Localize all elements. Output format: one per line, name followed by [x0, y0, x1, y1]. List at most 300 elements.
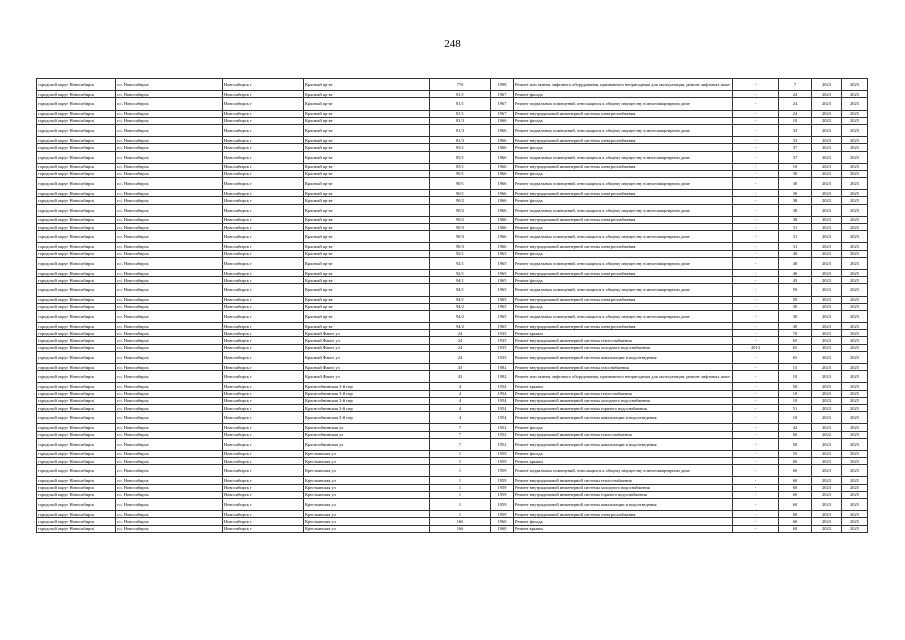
start-year-cell: 2023: [812, 371, 842, 383]
street-cell: Крестьянская ул: [304, 465, 430, 477]
street-cell: Красный пр-кт: [304, 303, 430, 310]
house-cell: 24: [430, 351, 491, 363]
settlement-cell: г.о. Новосибирск: [116, 216, 223, 223]
last-repair-cell: -: [733, 390, 779, 397]
city-cell: Новосибирск г: [223, 438, 304, 450]
work-type-cell: Ремонт внутридомовой инженерной системы теплоснабжения: [514, 390, 733, 397]
table-row: [37, 344, 868, 351]
work-type-cell: Ремонт внутридомовой инженерной системы электроснабжения: [514, 216, 733, 223]
street-cell: Красный пр-кт: [304, 310, 430, 322]
house-cell: 85/1: [430, 144, 491, 151]
house-cell: 1: [430, 458, 491, 465]
work-type-cell: Ремонт внутридомовой инженерной системы канализации и водоотведения: [514, 412, 733, 424]
city-cell: Новосибирск г: [223, 383, 304, 390]
last-repair-cell: -: [733, 477, 779, 484]
settlement-cell: г.о. Новосибирск: [116, 296, 223, 303]
start-year-cell: 2023: [812, 344, 842, 351]
house-cell: 7: [430, 424, 491, 431]
wear-cell: 50: [779, 438, 812, 450]
last-repair-cell: -: [733, 351, 779, 363]
municipality-cell: городской округ Новосибирск: [37, 79, 116, 91]
city-cell: Новосибирск г: [223, 364, 304, 371]
settlement-cell: г.о. Новосибирск: [116, 197, 223, 204]
last-repair-cell: -: [733, 79, 779, 91]
year-cell: 1960: [491, 525, 514, 532]
work-type-cell: Ремонт подвальных помещений, относящихся к общему имуществу в многоквартирном доме: [514, 465, 733, 477]
start-year-cell: 2023: [812, 364, 842, 371]
wear-cell: 10: [779, 390, 812, 397]
table-row: [37, 163, 868, 170]
end-year-cell: 2025: [842, 91, 868, 98]
end-year-cell: 2025: [842, 351, 868, 363]
municipality-cell: городской округ Новосибирск: [37, 491, 116, 498]
start-year-cell: 2023: [812, 323, 842, 330]
end-year-cell: 2025: [842, 330, 868, 337]
work-type-cell: Ремонт внутридомовой инженерной системы холодного водоснабжения: [514, 484, 733, 491]
city-cell: Новосибирск г: [223, 204, 304, 216]
work-type-cell: Ремонт подвальных помещений, относящихся к общему имуществу в многоквартирном доме: [514, 257, 733, 269]
house-cell: 24: [430, 337, 491, 344]
wear-cell: 38: [779, 204, 812, 216]
wear-cell: 7: [779, 79, 812, 91]
settlement-cell: г.о. Новосибирск: [116, 284, 223, 296]
municipality-cell: городской округ Новосибирск: [37, 525, 116, 532]
city-cell: Новосибирск г: [223, 344, 304, 351]
year-cell: 1959: [491, 499, 514, 511]
year-cell: 1965: [491, 269, 514, 276]
end-year-cell: 2025: [842, 491, 868, 498]
year-cell: 1966: [491, 170, 514, 177]
start-year-cell: 2023: [812, 216, 842, 223]
city-cell: Новосибирск г: [223, 79, 304, 91]
wear-cell: 50: [779, 296, 812, 303]
settlement-cell: г.о. Новосибирск: [116, 163, 223, 170]
work-type-cell: Ремонт внутридомовой инженерной системы холодного водоснабжения: [514, 397, 733, 404]
street-cell: Красный Факел ул: [304, 344, 430, 351]
city-cell: Новосибирск г: [223, 250, 304, 257]
settlement-cell: г.о. Новосибирск: [116, 383, 223, 390]
table-row: [37, 257, 868, 269]
settlement-cell: г.о. Новосибирск: [116, 98, 223, 110]
settlement-cell: г.о. Новосибирск: [116, 303, 223, 310]
house-cell: 81/1: [430, 110, 491, 117]
wear-cell: 60: [779, 518, 812, 525]
wear-cell: 65: [779, 351, 812, 363]
wear-cell: 60: [779, 491, 812, 498]
municipality-cell: городской округ Новосибирск: [37, 323, 116, 330]
year-cell: 1959: [491, 450, 514, 457]
end-year-cell: 2025: [842, 98, 868, 110]
city-cell: Новосибирск г: [223, 151, 304, 163]
house-cell: 90/3: [430, 231, 491, 243]
city-cell: Новосибирск г: [223, 110, 304, 117]
house-cell: 1: [430, 477, 491, 484]
start-year-cell: 2023: [812, 518, 842, 525]
municipality-cell: городской округ Новосибирск: [37, 351, 116, 363]
municipality-cell: городской округ Новосибирск: [37, 438, 116, 450]
city-cell: Новосибирск г: [223, 296, 304, 303]
year-cell: 1967: [491, 91, 514, 98]
last-repair-cell: -: [733, 412, 779, 424]
work-type-cell: Ремонт внутридомовой инженерной системы электроснабжения: [514, 243, 733, 250]
end-year-cell: 2025: [842, 383, 868, 390]
settlement-cell: г.о. Новосибирск: [116, 310, 223, 322]
street-cell: Красный пр-кт: [304, 110, 430, 117]
municipality-cell: городской округ Новосибирск: [37, 224, 116, 231]
settlement-cell: г.о. Новосибирск: [116, 465, 223, 477]
work-type-cell: Ремонт или замена лифтового оборудования, признанного непригодным для эксплуатации, ремонт лифтовых шахт: [514, 79, 733, 91]
settlement-cell: г.о. Новосибирск: [116, 79, 223, 91]
last-repair-cell: -: [733, 303, 779, 310]
last-repair-cell: -: [733, 163, 779, 170]
last-repair-cell: -: [733, 124, 779, 136]
work-type-cell: Ремонт подвальных помещений, относящихся к общему имуществу в многоквартирном доме: [514, 124, 733, 136]
house-cell: 4: [430, 397, 491, 404]
last-repair-cell: -: [733, 231, 779, 243]
wear-cell: 45: [779, 277, 812, 284]
house-cell: 81/1: [430, 91, 491, 98]
year-cell: 1965: [491, 284, 514, 296]
wear-cell: 38: [779, 197, 812, 204]
city-cell: Новосибирск г: [223, 491, 304, 498]
settlement-cell: г.о. Новосибирск: [116, 110, 223, 117]
city-cell: Новосибирск г: [223, 323, 304, 330]
end-year-cell: 2025: [842, 424, 868, 431]
end-year-cell: 2025: [842, 277, 868, 284]
year-cell: 1952: [491, 438, 514, 450]
work-type-cell: Ремонт внутридомовой инженерной системы электроснабжения: [514, 296, 733, 303]
end-year-cell: 2025: [842, 170, 868, 177]
settlement-cell: г.о. Новосибирск: [116, 404, 223, 411]
year-cell: 1967: [491, 98, 514, 110]
street-cell: Красный пр-кт: [304, 257, 430, 269]
year-cell: 1935: [491, 344, 514, 351]
street-cell: Краснообнинская 3-й пер: [304, 397, 430, 404]
municipality-cell: городской округ Новосибирск: [37, 337, 116, 344]
house-cell: 7: [430, 431, 491, 438]
start-year-cell: 2023: [812, 231, 842, 243]
table-row: [37, 178, 868, 190]
table-row: [37, 424, 868, 431]
start-year-cell: 2023: [812, 190, 842, 197]
year-cell: 1966: [491, 197, 514, 204]
street-cell: Красный пр-кт: [304, 163, 430, 170]
city-cell: Новосибирск г: [223, 424, 304, 431]
end-year-cell: 2025: [842, 525, 868, 532]
start-year-cell: 2023: [812, 151, 842, 163]
table-row: [37, 371, 868, 383]
end-year-cell: 2025: [842, 323, 868, 330]
end-year-cell: 2025: [842, 364, 868, 371]
house-cell: 4: [430, 383, 491, 390]
table-row: [37, 204, 868, 216]
last-repair-cell: -: [733, 277, 779, 284]
start-year-cell: 2023: [812, 351, 842, 363]
work-type-cell: Ремонт внутридомовой инженерной системы газоснабжения: [514, 364, 733, 371]
house-cell: 92/1: [430, 269, 491, 276]
end-year-cell: 2025: [842, 412, 868, 424]
city-cell: Новосибирск г: [223, 303, 304, 310]
wear-cell: 15: [779, 364, 812, 371]
settlement-cell: г.о. Новосибирск: [116, 277, 223, 284]
table-row: [37, 458, 868, 465]
wear-cell: 30: [779, 190, 812, 197]
year-cell: 1954: [491, 383, 514, 390]
settlement-cell: г.о. Новосибирск: [116, 250, 223, 257]
table-row: [37, 117, 868, 124]
street-cell: Красный пр-кт: [304, 98, 430, 110]
street-cell: Красный Факел ул: [304, 330, 430, 337]
year-cell: 1954: [491, 397, 514, 404]
year-cell: 1954: [491, 404, 514, 411]
wear-cell: 60: [779, 431, 812, 438]
work-type-cell: Ремонт внутридомовой инженерной системы электроснабжения: [514, 110, 733, 117]
city-cell: Новосибирск г: [223, 458, 304, 465]
municipality-cell: городской округ Новосибирск: [37, 303, 116, 310]
city-cell: Новосибирск г: [223, 178, 304, 190]
municipality-cell: городской округ Новосибирск: [37, 124, 116, 136]
street-cell: Красный пр-кт: [304, 204, 430, 216]
settlement-cell: г.о. Новосибирск: [116, 269, 223, 276]
year-cell: 1959: [491, 511, 514, 518]
city-cell: Новосибирск г: [223, 484, 304, 491]
start-year-cell: 2023: [812, 465, 842, 477]
last-repair-cell: -: [733, 250, 779, 257]
municipality-cell: городской округ Новосибирск: [37, 364, 116, 371]
work-type-cell: Ремонт фасада: [514, 91, 733, 98]
last-repair-cell: -: [733, 144, 779, 151]
street-cell: Краснообнинская ул: [304, 438, 430, 450]
end-year-cell: 2025: [842, 337, 868, 344]
wear-cell: 51: [779, 404, 812, 411]
municipality-cell: городской округ Новосибирск: [37, 137, 116, 144]
end-year-cell: 2025: [842, 397, 868, 404]
table-row: [37, 337, 868, 344]
last-repair-cell: -: [733, 98, 779, 110]
end-year-cell: 2025: [842, 216, 868, 223]
capital-repair-table: [36, 78, 868, 533]
municipality-cell: городской округ Новосибирск: [37, 204, 116, 216]
end-year-cell: 2025: [842, 458, 868, 465]
street-cell: Красный пр-кт: [304, 151, 430, 163]
municipality-cell: городской округ Новосибирск: [37, 431, 116, 438]
street-cell: Крестьянская ул: [304, 484, 430, 491]
wear-cell: 50: [779, 383, 812, 390]
start-year-cell: 2023: [812, 250, 842, 257]
wear-cell: 60: [779, 465, 812, 477]
city-cell: Новосибирск г: [223, 117, 304, 124]
last-repair-cell: -: [733, 511, 779, 518]
wear-cell: 30: [779, 170, 812, 177]
street-cell: Красный пр-кт: [304, 243, 430, 250]
city-cell: Новосибирск г: [223, 310, 304, 322]
wear-cell: 42: [779, 424, 812, 431]
end-year-cell: 2025: [842, 371, 868, 383]
start-year-cell: 2023: [812, 390, 842, 397]
year-cell: 1966: [491, 137, 514, 144]
street-cell: Краснообнинская ул: [304, 431, 430, 438]
wear-cell: 24: [779, 110, 812, 117]
end-year-cell: 2025: [842, 344, 868, 351]
city-cell: Новосибирск г: [223, 499, 304, 511]
end-year-cell: 2025: [842, 137, 868, 144]
table-row: [37, 79, 868, 91]
wear-cell: 38: [779, 216, 812, 223]
end-year-cell: 2025: [842, 79, 868, 91]
last-repair-cell: -: [733, 296, 779, 303]
table-row: [37, 144, 868, 151]
street-cell: Красный пр-кт: [304, 277, 430, 284]
year-cell: 1965: [491, 303, 514, 310]
municipality-cell: городской округ Новосибирск: [37, 397, 116, 404]
street-cell: Краснообнинская 3-й пер: [304, 412, 430, 424]
wear-cell: 31: [779, 224, 812, 231]
settlement-cell: г.о. Новосибирск: [116, 344, 223, 351]
house-cell: 1: [430, 491, 491, 498]
work-type-cell: Ремонт внутридомовой инженерной системы теплоснабжения: [514, 477, 733, 484]
table-row: [37, 484, 868, 491]
house-cell: 92/1: [430, 257, 491, 269]
year-cell: 1966: [491, 144, 514, 151]
last-repair-cell: -: [733, 170, 779, 177]
wear-cell: 60: [779, 484, 812, 491]
settlement-cell: г.о. Новосибирск: [116, 431, 223, 438]
work-type-cell: Ремонт внутридомовой инженерной системы канализации и водоотведения: [514, 499, 733, 511]
year-cell: 1966: [491, 151, 514, 163]
settlement-cell: г.о. Новосибирск: [116, 424, 223, 431]
city-cell: Новосибирск г: [223, 170, 304, 177]
year-cell: 1965: [491, 323, 514, 330]
start-year-cell: 2023: [812, 491, 842, 498]
wear-cell: 40: [779, 250, 812, 257]
municipality-cell: городской округ Новосибирск: [37, 310, 116, 322]
table-row: [37, 284, 868, 296]
year-cell: 1959: [491, 484, 514, 491]
settlement-cell: г.о. Новосибирск: [116, 484, 223, 491]
wear-cell: 37: [779, 144, 812, 151]
street-cell: Краснообнинская 3-й пер: [304, 404, 430, 411]
start-year-cell: 2023: [812, 79, 842, 91]
house-cell: 4: [430, 404, 491, 411]
start-year-cell: 2023: [812, 257, 842, 269]
work-type-cell: Ремонт крыши: [514, 458, 733, 465]
work-type-cell: Ремонт внутридомовой инженерной системы канализации и водоотведения: [514, 351, 733, 363]
end-year-cell: 2025: [842, 450, 868, 457]
end-year-cell: 2025: [842, 499, 868, 511]
table-row: [37, 296, 868, 303]
street-cell: Крестьянская ул: [304, 525, 430, 532]
year-cell: 1935: [491, 337, 514, 344]
wear-cell: 31: [779, 231, 812, 243]
settlement-cell: г.о. Новосибирск: [116, 224, 223, 231]
city-cell: Новосибирск г: [223, 431, 304, 438]
table-row: [37, 431, 868, 438]
street-cell: Красный пр-кт: [304, 79, 430, 91]
city-cell: Новосибирск г: [223, 404, 304, 411]
municipality-cell: городской округ Новосибирск: [37, 404, 116, 411]
house-cell: 1: [430, 499, 491, 511]
wear-cell: 30: [779, 178, 812, 190]
settlement-cell: г.о. Новосибирск: [116, 151, 223, 163]
last-repair-cell: -: [733, 257, 779, 269]
city-cell: Новосибирск г: [223, 91, 304, 98]
work-type-cell: Ремонт подвальных помещений, относящихся к общему имуществу в многоквартирном доме: [514, 151, 733, 163]
start-year-cell: 2023: [812, 137, 842, 144]
end-year-cell: 2025: [842, 231, 868, 243]
year-cell: 1966: [491, 204, 514, 216]
settlement-cell: г.о. Новосибирск: [116, 91, 223, 98]
street-cell: Красный пр-кт: [304, 170, 430, 177]
table-row: [37, 477, 868, 484]
municipality-cell: городской округ Новосибирск: [37, 484, 116, 491]
end-year-cell: 2025: [842, 124, 868, 136]
start-year-cell: 2023: [812, 499, 842, 511]
street-cell: Крестьянская ул: [304, 491, 430, 498]
start-year-cell: 2023: [812, 197, 842, 204]
work-type-cell: Ремонт внутридомовой инженерной системы электроснабжения: [514, 323, 733, 330]
last-repair-cell: -: [733, 465, 779, 477]
end-year-cell: 2025: [842, 250, 868, 257]
table-row: [37, 323, 868, 330]
street-cell: Красный пр-кт: [304, 197, 430, 204]
street-cell: Краснообнинская 3-й пер: [304, 390, 430, 397]
wear-cell: 10: [779, 397, 812, 404]
year-cell: 1966: [491, 117, 514, 124]
work-type-cell: Ремонт внутридомовой инженерной системы теплоснабжения: [514, 337, 733, 344]
start-year-cell: 2023: [812, 170, 842, 177]
street-cell: Красный пр-кт: [304, 224, 430, 231]
city-cell: Новосибирск г: [223, 397, 304, 404]
year-cell: 1954: [491, 390, 514, 397]
start-year-cell: 2023: [812, 310, 842, 322]
start-year-cell: 2022: [812, 431, 842, 438]
street-cell: Крестьянская ул: [304, 511, 430, 518]
house-cell: 90/2: [430, 197, 491, 204]
last-repair-cell: -: [733, 491, 779, 498]
city-cell: Новосибирск г: [223, 412, 304, 424]
work-type-cell: Ремонт фасада: [514, 424, 733, 431]
end-year-cell: 2025: [842, 511, 868, 518]
wear-cell: 60: [779, 525, 812, 532]
wear-cell: 60: [779, 458, 812, 465]
wear-cell: 10: [779, 163, 812, 170]
start-year-cell: 2023: [812, 243, 842, 250]
city-cell: Новосибирск г: [223, 216, 304, 223]
last-repair-cell: -: [733, 224, 779, 231]
street-cell: Красный пр-кт: [304, 250, 430, 257]
year-cell: 1966: [491, 163, 514, 170]
work-type-cell: Ремонт фасада: [514, 450, 733, 457]
city-cell: Новосибирск г: [223, 390, 304, 397]
wear-cell: 30: [779, 323, 812, 330]
last-repair-cell: -: [733, 190, 779, 197]
street-cell: Крестьянская ул: [304, 477, 430, 484]
municipality-cell: городской округ Новосибирск: [37, 197, 116, 204]
start-year-cell: 2023: [812, 438, 842, 450]
start-year-cell: 2023: [812, 337, 842, 344]
year-cell: 1952: [491, 431, 514, 438]
last-repair-cell: -: [733, 151, 779, 163]
start-year-cell: 2023: [812, 397, 842, 404]
end-year-cell: 2025: [842, 117, 868, 124]
end-year-cell: 2025: [842, 144, 868, 151]
table-row: [37, 491, 868, 498]
end-year-cell: 2025: [842, 303, 868, 310]
municipality-cell: городской округ Новосибирск: [37, 296, 116, 303]
table-row: [37, 310, 868, 322]
city-cell: Новосибирск г: [223, 284, 304, 296]
last-repair-cell: -: [733, 310, 779, 322]
